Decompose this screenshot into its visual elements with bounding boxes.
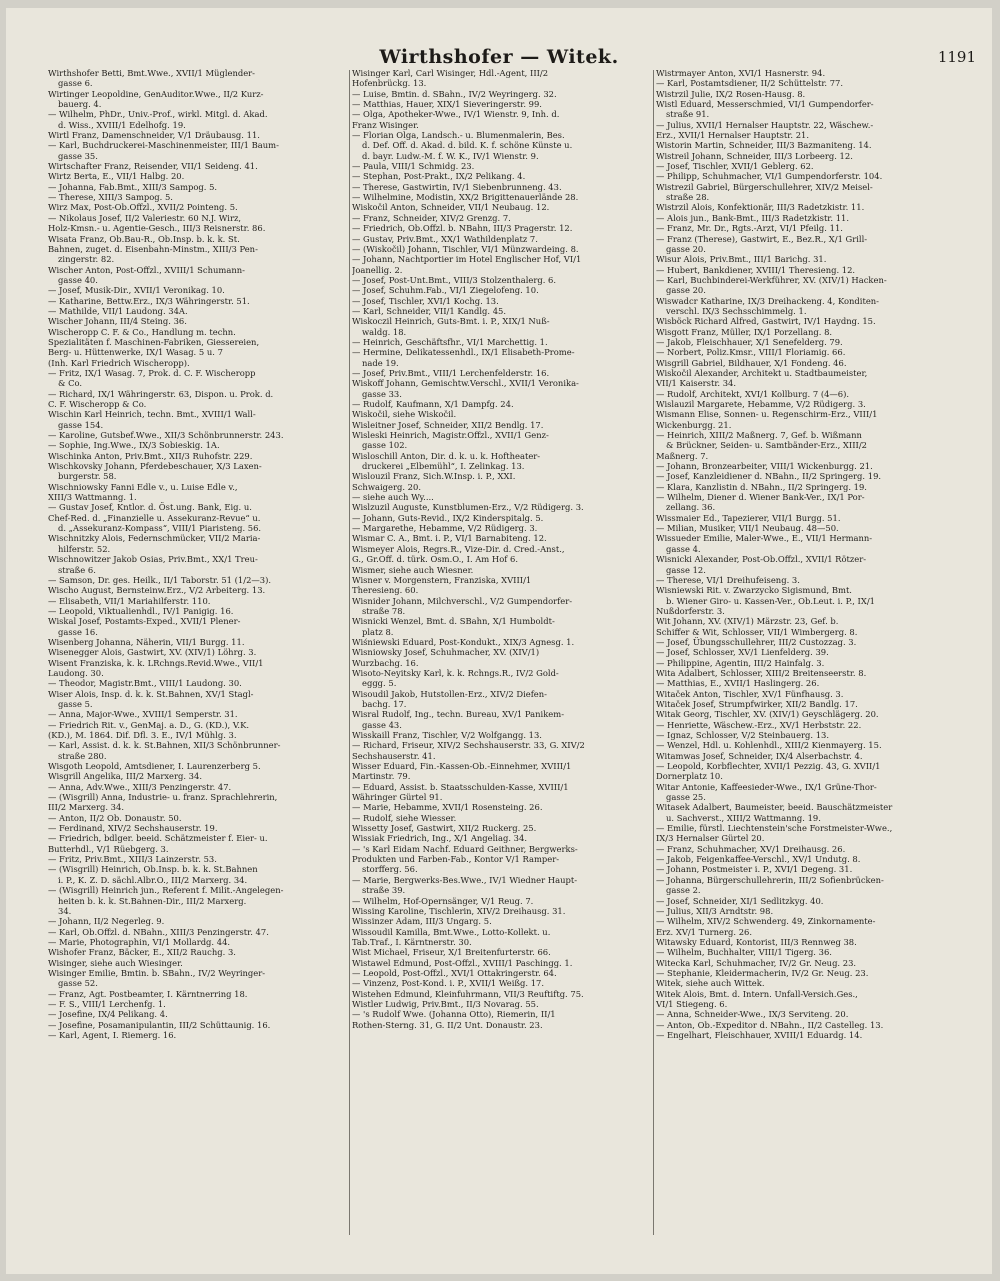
directory-entry-line: — Karl, Schneider, VII/1 Kandlg. 45.: [352, 305, 507, 316]
directory-entry-line: — (Wisgrill) Anna, Industrie- u. franz. Sprachlehrerin,: [48, 792, 278, 803]
directory-entry-line: Erz. XV/1 Turnerg. 26.: [656, 926, 753, 937]
directory-entry-line: Wismer, siehe auch Wiesner.: [352, 564, 474, 575]
directory-entry-line: — Matthias, Hauer, XIX/1 Sieveringerstr. 99.: [352, 99, 542, 110]
directory-entry-line: — Johann, Nachtportier im Hotel Englischer Hof, VI/1: [352, 254, 582, 265]
directory-entry-line: Wirtinger Leopoldine, GenAuditor.Wwe., II/2 Kurz-: [48, 88, 264, 99]
directory-entry-line: Martinstr. 79.: [352, 771, 411, 782]
entry-continuation-line: platz 8.: [362, 626, 394, 637]
directory-entry-line: — 's Karl Eidam Nachf. Eduard Geithner, Bergwerks-: [352, 843, 578, 854]
directory-entry-line: — Klara, Kanzlistin d. NBahn., II/2 Springerg. 19.: [656, 481, 867, 492]
directory-entry-line: — Nikolaus Josef, II/2 Valeriestr. 60 N.J. Wirz,: [48, 212, 242, 223]
directory-entry-line: — Anton, Ob.-Expeditor d. NBahn., II/2 Castelleg. 13.: [656, 1019, 884, 1030]
directory-entry-line: — Jakob, Fleischhauer, X/1 Senefelderg. 79.: [656, 336, 843, 347]
directory-entry-line: — Therese, Gastwirtin, IV/1 Siebenbrunneng. 43.: [352, 181, 562, 192]
entry-continuation-line: & Co.: [58, 378, 83, 389]
directory-entry-line: Wisnicki Wenzel, Bmt. d. SBahn, X/1 Humboldt-: [352, 616, 555, 627]
directory-entry-line: Wismar C. A., Bmt. i. P., VI/1 Barnabiteng. 12.: [352, 533, 547, 544]
directory-entry-line: — Wenzel, Hdl. u. Kohlenhdl., XIII/2 Kienmayerg. 15.: [656, 740, 882, 751]
directory-entry-line: — Wilhelm, PhDr., Univ.-Prof., wirkl. Mitgl. d. Akad.: [48, 109, 268, 120]
directory-entry-line: Wischnowitzer Jakob Osias, Priv.Bmt., XX/1 Treu-: [48, 554, 258, 565]
directory-entry-line: — Paula, VIII/1 Schmidg. 23.: [352, 161, 475, 172]
directory-entry-line: — Jakob, Feigenkaffee-Verschl., XV/1 Undutg. 8.: [656, 854, 861, 865]
entry-continuation-line: gasse 6.: [58, 78, 93, 89]
directory-entry-line: — Vinzenz, Post-Kond. i. P., XVII/1 Weißg. 17.: [352, 978, 545, 989]
directory-entry-line: Wisenegger Alois, Gastwirt, XV. (XIV/1) Löhrg. 3.: [48, 647, 257, 658]
entry-continuation-line: zellang. 36.: [666, 502, 716, 513]
directory-entry-line: Wischer Anton, Post-Offzl., XVIII/1 Schumann-: [48, 264, 245, 275]
directory-entry-line: Witasek Adalbert, Baumeister, beeid. Bauschätzmeister: [656, 802, 893, 813]
directory-entry-line: Wissinzer Adam, III/3 Ungarg. 5.: [352, 916, 492, 927]
entry-continuation-line: gasse 102.: [362, 440, 408, 451]
directory-entry-line: — Josefine, Posamanipulantin, III/2 Schüttaunig. 16.: [48, 1019, 271, 1030]
directory-entry-line: — Milian, Musiker, VII/1 Neubaug. 48—50.: [656, 523, 839, 534]
directory-entry-line: Wistawel Edmund, Post-Offzl., XVIII/1 Paschingg. 1.: [352, 957, 573, 968]
directory-entry-line: Wisent Franziska, k. k. LRchngs.Revid.Wwe., VII/1: [48, 657, 264, 668]
directory-entry-line: — Heinrich, Geschäftsfhr., VI/1 Marchettig. 1.: [352, 336, 548, 347]
directory-entry-line: — Richard, Friseur, XIV/2 Sechshauserstr. 33, G. XIV/2: [352, 740, 585, 751]
directory-entry-line: Bahnen, zuget. d. Eisenbahn-Minstm., XIII/3 Pen-: [48, 243, 258, 254]
directory-entry-line: Wisoudil Jakob, Hutstollen-Erz., XIV/2 Diefen-: [352, 688, 547, 699]
directory-entry-line: — Therese, XIII/3 Sampog. 5.: [48, 192, 173, 203]
directory-entry-line: Laudong. 30.: [48, 667, 104, 678]
directory-entry-line: Wickenburgg. 21.: [656, 419, 732, 430]
directory-entry-line: — Josef, Post-Unt.Bmt., VIII/3 Stolzenthalerg. 6.: [352, 274, 557, 285]
directory-entry-line: Wisnicki Alexander, Post-Ob.Offzl., XVII/1 Rötzer-: [656, 554, 867, 565]
entry-continuation-line: gasse 20.: [666, 243, 706, 254]
directory-entry-line: — (Wisgrill) Heinrich, Ob.Insp. b. k. k. St.Bahnen: [48, 864, 258, 875]
entry-continuation-line: eggg. 5.: [362, 678, 397, 689]
directory-entry-line: — Stephan, Post-Prakt., IX/2 Pelikang. 4.: [352, 171, 526, 182]
directory-entry-line: Wisleski Heinrich, Magistr.Offzl., XVII/1 Genz-: [352, 430, 549, 441]
entry-continuation-line: straße 91.: [666, 109, 710, 120]
directory-entry-line: Wischeropp C. F. & Co., Handlung m. techn.: [48, 326, 236, 337]
directory-entry-line: Witar Antonie, Kaffeesieder-Wwe., IX/1 Grüne-Thor-: [656, 781, 877, 792]
directory-entry-line: — Matthias, E., XVII/1 Haslingerg. 26.: [656, 678, 820, 689]
directory-entry-line: — Katharine, Bettw.Erz., IX/3 Währingerstr. 51.: [48, 295, 250, 306]
directory-entry-line: Sechshauserstr. 41.: [352, 750, 436, 761]
entry-continuation-line: gasse 35.: [58, 150, 98, 161]
entry-continuation-line: gasse 25.: [666, 792, 706, 803]
directory-entry-line: — Fritz, IX/1 Wasag. 7, Prok. d. C. F. Wischeropp: [48, 367, 256, 378]
entry-continuation-line: straße 39.: [362, 885, 406, 896]
directory-column-2: [352, 68, 648, 1238]
directory-entry-line: — Johann, II/2 Negerleg. 9.: [48, 916, 165, 927]
directory-entry-line: — Franz, Schneider, XIV/2 Grenzg. 7.: [352, 212, 511, 223]
directory-entry-line: Wistrmayer Anton, XVI/1 Hasnerstr. 94.: [656, 68, 826, 78]
directory-entry-line: — Friedrich Rit. v., GenMaj. a. D., G. (KD.), V.K.: [48, 719, 249, 730]
entry-continuation-line: d. „Assekuranz-Kompass“, VIII/1 Piaristeng. 56.: [58, 523, 262, 534]
entry-continuation-line: b. Wiener Giro- u. Kassen-Ver., Ob.Leut. i. P., IX/1: [666, 595, 875, 606]
directory-entry-line: — Josef, Schlosser, XV/1 Lienfelderg. 39.: [656, 647, 829, 658]
directory-entry-line: — Friedrich, Ob.Offzl. b. NBahn, III/3 Pragerstr. 12.: [352, 223, 573, 234]
directory-entry-line: — Karl, Buchbinderei-Werkführer, XV. (XIV/1) Hacken-: [656, 274, 887, 285]
entry-continuation-line: gasse 20.: [666, 285, 706, 296]
entry-continuation-line: d. Wiss., XVIII/1 Edelhofg. 19.: [58, 119, 186, 130]
directory-entry-line: — Josef, Schuhm.Fab., VI/1 Ziegelofeng. 10.: [352, 285, 539, 296]
directory-entry-line: — Wilhelmine, Modistin, XX/2 Brigittenauerlände 28.: [352, 192, 579, 203]
directory-entry-line: — Josef, Übungsschullehrer, III/2 Custozzag. 3.: [656, 636, 857, 647]
directory-entry-line: Wislzuzil Auguste, Kunstblumen-Erz., V/2 Rüdigerg. 3.: [352, 502, 584, 513]
directory-entry-line: Wisleitner Josef, Schneider, XII/2 Bendlg. 17.: [352, 419, 544, 430]
directory-entry-line: — (Wiskočil) Johann, Tischler, VI/1 Münzwardeing. 8.: [352, 243, 579, 254]
directory-entry-line: IX/3 Hernalser Gürtel 20.: [656, 833, 765, 844]
directory-entry-line: Wisgoth Leopold, Amtsdiener, I. Laurenzerberg 5.: [48, 761, 261, 772]
directory-entry-line: Spezialitäten f. Maschinen-Fabriken, Giessereien,: [48, 336, 260, 347]
entry-continuation-line: bauerg. 4.: [58, 99, 102, 110]
directory-entry-line: — Engelhart, Fleischhauer, XVIII/1 Eduardg. 14.: [656, 1029, 863, 1040]
directory-entry-line: Wissetty Josef, Gastwirt, XII/2 Ruckerg. 25.: [352, 823, 537, 834]
directory-entry-line: — Ferdinand, XIV/2 Sechshauserstr. 19.: [48, 823, 218, 834]
directory-entry-line: — Fritz, Priv.Bmt., XIII/3 Lainzerstr. 53.: [48, 854, 217, 865]
directory-entry-line: Wisniowsky Josef, Schuhmacher, XV. (XIV/1): [352, 647, 540, 658]
directory-entry-line: Wistorin Martin, Schneider, III/3 Bazmaniteng. 14.: [656, 140, 872, 151]
directory-entry-line: Wist Michael, Friseur, X/1 Breitenfurterstr. 66.: [352, 947, 551, 958]
entry-continuation-line: straße 6.: [58, 564, 96, 575]
directory-entry-line: G., Gr.Off. d. türk. Osm.O., I. Am Hof 6.: [352, 554, 519, 565]
directory-entry-line: Wirtl Franz, Damenschneider, V/1 Dräubausg. 11.: [48, 130, 260, 141]
directory-entry-line: — Eduard, Assist. b. Staatsschulden-Kasse, XVIII/1: [352, 781, 569, 792]
directory-entry-line: — Norbert, Poliz.Kmsr., VIII/1 Floriamig. 66.: [656, 347, 846, 358]
directory-entry-line: — Rudolf, siehe Wiesser.: [352, 812, 457, 823]
directory-entry-line: Wistehen Edmund, Kleinfuhrmann, VII/3 Reuftiftg. 75.: [352, 988, 584, 999]
directory-entry-line: Wismeyer Alois, Regrs.R., Vize-Dir. d. Cred.-Anst.,: [352, 543, 565, 554]
directory-entry-line: — Josef, Priv.Bmt., VIII/1 Lerchenfelderstr. 16.: [352, 367, 550, 378]
directory-entry-line: Wisinger Emilie, Bmtin. b. SBahn., IV/2 Weyringer-: [48, 967, 266, 978]
entry-continuation-line: gasse 16.: [58, 626, 98, 637]
directory-entry-line: — Gustav, Priv.Bmt., XX/1 Wathildenplatz 7.: [352, 233, 538, 244]
directory-entry-line: — Leopold, Post-Offzl., XVI/1 Ottakringerstr. 64.: [352, 967, 557, 978]
directory-entry-line: Maßnerg. 7.: [656, 450, 709, 461]
directory-entry-line: — Anna, Adv.Wwe., XIII/3 Penzingerstr. 47.: [48, 781, 232, 792]
directory-entry-line: Wirthshofer Betti, Bmt.Wwe., XVII/1 Müglender-: [48, 68, 255, 78]
directory-entry-line: — Philipp, Schuhmacher, VI/1 Gumpendorferstr. 104.: [656, 171, 883, 182]
directory-entry-line: Wisner v. Morgenstern, Franziska, XVIII/1: [352, 574, 532, 585]
directory-entry-line: — Johann, Bronzearbeiter, VIII/1 Wickenburgg. 21.: [656, 461, 873, 472]
directory-entry-line: Wistler Ludwig, Priv.Bmt., II/3 Novarag. 55.: [352, 998, 539, 1009]
directory-entry-line: Wisniewski Rit. v. Zwarzycko Sigismund, Bmt.: [656, 585, 852, 596]
directory-entry-line: Wisenberg Johanna, Näherin, VII/1 Burgg. 11.: [48, 636, 245, 647]
directory-entry-line: Witaček Josef, Strumpfwirker, XII/2 Bandlg. 17.: [656, 698, 858, 709]
entry-continuation-line: gasse 40.: [58, 274, 98, 285]
directory-entry-line: — Alois jun., Bank-Bmt., III/3 Radetzkistr. 11.: [656, 212, 850, 223]
directory-entry-line: — Therese, VI/1 Dreihufeiseng. 3.: [656, 574, 800, 585]
directory-entry-line: Witamwas Josef, Schneider, IX/4 Alserbachstr. 4.: [656, 750, 863, 761]
entry-continuation-line: bachg. 17.: [362, 698, 407, 709]
directory-entry-line: Wisoto-Neyitsky Karl, k. k. Rchngs.R., IV/2 Gold-: [352, 667, 559, 678]
directory-entry-line: Wischnitzky Alois, Federnschmücker, VII/2 Maria-: [48, 533, 261, 544]
directory-entry-line: Wit Johann, XV. (XIV/1) Märzstr. 23, Gef. b.: [656, 616, 839, 627]
directory-entry-line: — Emilie, fürstl. Liechtenstein'sche Forstmeister-Wwe.,: [656, 823, 893, 834]
directory-entry-line: Wisskaill Franz, Tischler, V/2 Wolfgangg. 13.: [352, 730, 542, 740]
directory-entry-line: Wischo August, Bernsteinw.Erz., V/2 Arbeiterg. 13.: [48, 585, 266, 596]
entry-continuation-line: gasse 2.: [666, 885, 701, 896]
directory-entry-line: — Karl, Ob.Offzl. d. NBahn., XIII/3 Penzingerstr. 47.: [48, 926, 269, 937]
directory-entry-line: Wita Adalbert, Schlosser, XIII/2 Breitenseerstr. 8.: [656, 667, 867, 678]
directory-entry-line: Wiser Alois, Insp. d. k. k. St.Bahnen, XV/1 Stagl-: [48, 688, 254, 699]
directory-entry-line: Wislauzil Margarete, Hebamme, V/2 Rüdigerg. 3.: [656, 399, 866, 409]
directory-entry-line: Wiskočil Alexander, Architekt u. Stadtbaumeister,: [656, 367, 868, 378]
directory-entry-line: — Marie, Photographin, VI/1 Mollardg. 44.: [48, 936, 231, 947]
directory-entry-line: Theresieng. 60.: [352, 585, 419, 596]
directory-entry-line: Währinger Gürtel 91.: [352, 792, 443, 803]
directory-entry-line: VI/1 Stiegeng. 6.: [656, 998, 728, 1009]
directory-entry-line: — Marie, Hebamme, XVII/1 Rosensteing. 26.: [352, 802, 543, 813]
directory-entry-line: Schwaigerg. 20.: [352, 481, 421, 492]
directory-entry-line: Witak Georg, Tischler, XV. (XIV/1) Geyschlägerg. 20.: [656, 709, 879, 720]
directory-entry-line: Wissueder Emilie, Maler-Wwe., E., VII/1 Hermann-: [656, 533, 873, 544]
entry-continuation-line: storfferg. 56.: [362, 864, 418, 875]
entry-continuation-line: d. bayr. Ludw.-M. f. W. K., IV/1 Wienstr. 9.: [362, 150, 539, 161]
directory-entry-line: — Marie, Bergwerks-Bes.Wwe., IV/1 Wiedner Haupt-: [352, 874, 578, 885]
directory-entry-line: Wisser Eduard, Fin.-Kassen-Ob.-Einnehmer, XVIII/1: [352, 761, 572, 772]
directory-entry-line: — Josef, Schneider, XI/1 Sedlitzkyg. 40.: [656, 895, 824, 906]
directory-entry-line: Wisböck Richard Alfred, Gastwirt, IV/1 Haydng. 15.: [656, 316, 876, 327]
directory-entry-line: — Wilhelm, Hof-Opernsänger, V/1 Reug. 7.: [352, 895, 534, 906]
directory-entry-line: — Julius, XVII/1 Hernalser Hauptstr. 22, Wäschew.-: [656, 119, 874, 130]
entry-continuation-line: d. Def. Off. d. Akad. d. bild. K. f. schöne Künste u.: [362, 140, 573, 151]
directory-entry-line: Wirz Max, Post-Ob.Offzl., XVII/2 Pointeng. 5.: [48, 202, 238, 213]
directory-entry-line: — Leopold, Viktualienhdl., IV/1 Panigig. 16.: [48, 605, 234, 616]
entry-continuation-line: verschl. IX/3 Sechsschimmelg. 1.: [666, 305, 807, 316]
directory-entry-line: III/2 Marxerg. 34.: [48, 802, 124, 813]
directory-entry-line: Wischinka Anton, Priv.Bmt., XII/3 Ruhofstr. 229.: [48, 450, 253, 461]
directory-entry-line: — Philippine, Agentin, III/2 Hainfalg. 3.: [656, 657, 825, 668]
directory-entry-line: Wisral Rudolf, Ing., techn. Bureau, XV/1 Panikem-: [352, 709, 565, 720]
entry-continuation-line: gasse 43.: [362, 719, 402, 730]
entry-continuation-line: & Brückner, Seiden- u. Samtbänder-Erz., XIII/2: [666, 440, 867, 451]
directory-entry-line: Wisata Franz, Ob.Bau-R., Ob.Insp. b. k. k. St.: [48, 233, 240, 244]
directory-entry-line: Wischkovsky Johann, Pferdebeschauer, X/3 Laxen-: [48, 461, 262, 472]
directory-entry-line: Wisgott Franz, Müller, IX/1 Porzellang. 8.: [656, 326, 833, 337]
directory-entry-line: — Hermine, Delikatessenhdl., IX/1 Elisabeth-Prome-: [352, 347, 575, 358]
entry-continuation-line: gasse 5.: [58, 698, 93, 709]
directory-entry-line: — Elisabeth, VII/1 Mariahilferstr. 110.: [48, 595, 211, 606]
directory-entry-line: Wiskoff Johann, Gemischtw.Verschl., XVII/1 Veronika-: [352, 378, 579, 389]
directory-entry-line: — Anton, II/2 Ob. Donaustr. 50.: [48, 812, 182, 823]
directory-entry-line: Wiskočil, siehe Wiskočil.: [352, 409, 457, 420]
directory-entry-line: Wistrezil Gabriel, Bürgerschullehrer, XIV/2 Meisel-: [656, 181, 873, 192]
directory-entry-line: — Franz (Therese), Gastwirt, E., Bez.R., X/1 Grill-: [656, 233, 868, 244]
entry-continuation-line: zingerstr. 82.: [58, 254, 115, 265]
directory-entry-line: — Theodor, Magistr.Bmt., VIII/1 Laudong. 30.: [48, 678, 242, 689]
directory-entry-line: Wischniowsky Fanni Edle v., u. Luise Edle v.,: [48, 481, 238, 492]
directory-entry-line: Wurzbachg. 16.: [352, 657, 419, 668]
entry-continuation-line: nade 19.: [362, 357, 399, 368]
directory-entry-line: — Julius, XII/3 Arndtstr. 98.: [656, 905, 774, 916]
directory-entry-line: Wissmaier Ed., Tapezierer, VII/1 Burgg. 51.: [656, 512, 841, 523]
directory-entry-line: — Mathilde, VII/1 Laudong. 34A.: [48, 305, 188, 316]
directory-entry-line: Nußdorferstr. 3.: [656, 605, 725, 616]
directory-entry-line: Wisur Alois, Priv.Bmt., III/1 Barichg. 31.: [656, 254, 827, 265]
directory-entry-line: Wiswadcr Katharine, IX/3 Dreihackeng. 4, Konditen-: [656, 295, 880, 306]
directory-entry-line: Witek Alois, Bmt. d. Intern. Unfall-Versich.Ges.,: [656, 988, 858, 999]
directory-entry-line: Witawsky Eduard, Kontorist, III/3 Rennweg 38.: [656, 936, 857, 947]
directory-entry-line: Wirtschafter Franz, Reisender, VII/1 Seideng. 41.: [48, 161, 258, 172]
directory-entry-line: — 's Rudolf Wwe. (Johanna Otto), Riemerin, II/1: [352, 1009, 556, 1020]
directory-entry-line: — Leopold, Korbflechter, XVII/1 Pezzig. 43, G. XVII/1: [656, 761, 881, 772]
directory-entry-line: Wiskočil Anton, Schneider, VII/1 Neubaug. 12.: [352, 202, 550, 213]
directory-entry-line: Schiffer & Wit, Schlosser, VII/1 Wimbergerg. 8.: [656, 626, 858, 637]
directory-entry-line: — Margarethe, Hebamme, V/2 Rüdigerg. 3.: [352, 523, 538, 534]
directory-entry-line: — Josef, Musik-Dir., XVII/1 Veronikag. 10.: [48, 285, 225, 296]
entry-continuation-line: straße 28.: [666, 192, 710, 203]
directory-entry-line: — Karoline, Gutsbef.Wwe., XII/3 Schönbrunnerstr. 243.: [48, 430, 284, 441]
directory-entry-line: Wisgrill Angelika, III/2 Marxerg. 34.: [48, 771, 203, 782]
directory-entry-line: Wissoudil Kamilla, Bmt.Wwe., Lotto-Kollekt. u.: [352, 926, 551, 937]
directory-entry-line: — Karl, Agent, I. Riemerg. 16.: [48, 1029, 177, 1040]
directory-entry-line: Wiskal Josef, Postamts-Exped., XVII/1 Plener-: [48, 616, 241, 627]
entry-continuation-line: 34.: [58, 905, 72, 916]
directory-entry-line: Wisgrill Gabriel, Bildhauer, X/1 Fondeng. 46.: [656, 357, 847, 368]
directory-entry-line: — Wilhelm, XIV/2 Schwenderg. 49, Zinkornamente-: [656, 916, 876, 927]
entry-continuation-line: gasse 12.: [666, 564, 706, 575]
directory-entry-line: — siehe auch Wy....: [352, 492, 434, 503]
directory-entry-line: Wismann Elise, Sonnen- u. Regenschirm-Erz., VIII/1: [656, 409, 878, 420]
directory-entry-line: Berg- u. Hüttenwerke, IX/1 Wasag. 5 u. 7: [48, 347, 223, 358]
directory-entry-line: Holz-Kmsn.- u. Agentie-Gesch., III/3 Reisnerstr. 86.: [48, 223, 266, 234]
directory-entry-line: — Anna, Schneider-Wwe., IX/3 Serviteng. 20.: [656, 1009, 849, 1020]
directory-entry-line: Wishofer Franz, Bäcker, E., XII/2 Rauchg. 3.: [48, 947, 236, 958]
directory-entry-line: — Wilhelm, Buchhalter, VIII/1 Tigerg. 36.: [656, 947, 832, 958]
directory-entry-line: Wischin Karl Heinrich, techn. Bmt., XVIII/1 Wall-: [48, 409, 256, 420]
directory-entry-line: — Johanna, Bürgerschullehrerin, III/2 Sofienbrücken-: [656, 874, 884, 885]
directory-entry-line: XIII/3 Wattmanng. 1.: [48, 492, 137, 503]
directory-entry-line: (Inh. Karl Friedrich Wischeropp).: [48, 357, 190, 368]
directory-entry-line: Wisnider Johann, Milchverschl., V/2 Gumpendorfer-: [352, 595, 573, 606]
entry-continuation-line: i. P., K. Z. D. sächl.Albr.O., III/2 Marxerg. 34.: [58, 874, 248, 885]
entry-continuation-line: heiten b. k. k. St.Bahnen-Dir., III/2 Marxerg.: [58, 895, 247, 906]
directory-entry-line: — Heinrich, XIII/2 Maßnerg. 7, Gef. b. Wißmann: [656, 430, 862, 441]
entry-continuation-line: straße 78.: [362, 605, 406, 616]
directory-entry-line: Produkten und Farben-Fab., Kontor V/1 Ramper-: [352, 854, 560, 865]
directory-entry-line: Wissiak Friedrich, Ing., X/1 Angeliag. 34.: [352, 833, 527, 844]
directory-entry-line: Wiśniewski Eduard, Post-Kondukt., XIX/3 Agnesg. 1.: [352, 636, 575, 647]
directory-entry-line: Joanellig. 2.: [352, 264, 403, 275]
directory-entry-line: Wischer Johann, III/4 Steing. 36.: [48, 316, 187, 327]
directory-entry-line: Dornerplatz 10.: [656, 771, 723, 782]
directory-entry-line: — (Wisgrill) Heinrich jun., Referent f. Milit.-Angelegen-: [48, 885, 284, 896]
directory-entry-line: Witek, siehe auch Wittek.: [656, 978, 765, 989]
directory-entry-line: — Wilhelm, Diener d. Wiener Bank-Ver., IX/1 Por-: [656, 492, 865, 503]
directory-entry-line: — Karl, Buchdruckerei-Maschinenmeister, III/1 Baum-: [48, 140, 279, 151]
entry-continuation-line: waldg. 18.: [362, 326, 407, 337]
directory-entry-line: — Anna, Major-Wwe., XVIII/1 Semperstr. 31.: [48, 709, 238, 720]
directory-entry-line: — Johanna, Fab.Bmt., XIII/3 Sampog. 5.: [48, 181, 218, 192]
entry-continuation-line: hilferstr. 52.: [58, 543, 111, 554]
directory-entry-line: — Friedrich, bdlger. beeid. Schätzmeister f. Eier- u.: [48, 833, 268, 844]
directory-entry-line: — Luise, Bmtin. d. SBahn., IV/2 Weyringerg. 32.: [352, 88, 557, 99]
directory-entry-line: Wisloschill Anton, Dir. d. k. u. k. Hoftheater-: [352, 450, 541, 461]
directory-entry-line: Wistreil Johann, Schneider, III/3 Lorbeerg. 12.: [656, 150, 853, 161]
directory-entry-line: — Rudolf, Architekt, XVI/1 Kollburg. 7 (4—6).: [656, 388, 850, 399]
directory-entry-line: — Josef, Tischler, XVI/1 Kochg. 13.: [352, 295, 499, 306]
directory-entry-line: Wisinger, siehe auch Wiesinger.: [48, 957, 183, 968]
directory-column-1: [48, 68, 344, 1238]
directory-entry-line: — Hubert, Bankdiener, XVIII/1 Theresieng. 12.: [656, 264, 856, 275]
directory-entry-line: — Franz, Agt. Postbeamter, I. Kärntnerring 18.: [48, 988, 248, 999]
entry-continuation-line: gasse 154.: [58, 419, 104, 430]
directory-entry-line: — Stephanie, Kleidermacherin, IV/2 Gr. Neug. 23.: [656, 967, 869, 978]
entry-continuation-line: straße 280.: [58, 750, 107, 761]
entry-continuation-line: druckerei „Elbemühl“, I. Zelinkag. 13.: [362, 461, 525, 472]
directory-entry-line: Tab.Traf., I. Kärntnerstr. 30.: [352, 936, 472, 947]
directory-entry-line: Wistrzil Alois, Konfektionär, III/3 Radetzkistr. 11.: [656, 202, 865, 213]
directory-entry-line: — Samson, Dr. ges. Heilk., II/1 Taborstr. 51 (1/2—3).: [48, 574, 272, 585]
entry-continuation-line: gasse 52.: [58, 978, 98, 989]
entry-continuation-line: gasse 4.: [666, 543, 701, 554]
directory-entry-line: Wirtz Berta, E., VII/1 Halbg. 20.: [48, 171, 185, 182]
directory-entry-line: VII/1 Kaiserstr. 34.: [656, 378, 737, 389]
directory-entry-line: — Ignaz, Schlosser, V/2 Steinbauerg. 13.: [656, 730, 830, 740]
directory-entry-line: — Josef, Kanzleidiener d. NBahn., II/2 Springerg. 19.: [656, 471, 882, 482]
directory-columns: [48, 68, 974, 1238]
directory-entry-line: — Franz, Schuhmacher, XV/1 Dreihausg. 26.: [656, 843, 846, 854]
directory-entry-line: — F. S., VIII/1 Lerchenfg. 1.: [48, 998, 166, 1009]
directory-entry-line: Wistrzil Julie, IX/2 Rosen-Hausg. 8.: [656, 88, 806, 99]
directory-entry-line: Rothen-Sterng. 31, G. II/2 Unt. Donaustr. 23.: [352, 1019, 543, 1030]
directory-entry-line: Wistl Eduard, Messerschmied, VI/1 Gumpendorfer-: [656, 99, 874, 110]
directory-entry-line: — Johann, Guts-Revid., IX/2 Kinderspitalg. 5.: [352, 512, 544, 523]
entry-continuation-line: burgerstr. 58.: [58, 471, 117, 482]
directory-column-3: [656, 68, 952, 1238]
directory-entry-line: (KD.), M. 1864. Dif. Dfl. 3. E., IV/1 Mühlg. 3.: [48, 730, 237, 740]
directory-entry-line: — Olga, Apotheker-Wwe., IV/1 Wienstr. 9, Inh. d.: [352, 109, 560, 120]
directory-entry-line: Hofenbrückg. 13.: [352, 78, 427, 89]
directory-entry-line: — Josef, Tischler, XVII/1 Geblerg. 62.: [656, 161, 814, 172]
entry-continuation-line: u. Sachverst., XIII/2 Wattmanng. 19.: [666, 812, 821, 823]
directory-entry-line: — Josefine, IX/4 Pelikang. 4.: [48, 1009, 168, 1020]
directory-entry-line: — Karl, Postamtsdiener, II/2 Schüttelstr. 77.: [656, 78, 844, 89]
directory-entry-line: — Johann, Postmeister i. P., XVI/1 Degeng. 31.: [656, 864, 853, 875]
directory-entry-line: Franz Wisinger.: [352, 119, 419, 130]
directory-entry-line: — Karl, Assist. d. k. k. St.Bahnen, XII/3 Schönbrunner-: [48, 740, 281, 751]
directory-entry-line: Witaček Anton, Tischler, XV/1 Fünfhausg. 3.: [656, 688, 844, 699]
directory-entry-line: — Franz, Mr. Dr., Rgts.-Arzt, VI/1 Pfeilg. 11.: [656, 223, 843, 234]
directory-entry-line: — Rudolf, Kaufmann, X/1 Dampfg. 24.: [352, 399, 514, 409]
running-title: Wirthshofer — Witek.: [379, 46, 619, 68]
directory-entry-line: C. F. Wischeropp & Co.: [48, 399, 147, 409]
directory-entry-line: Wisinger Karl, Carl Wisinger, Hdl.-Agent, III/2: [352, 68, 549, 78]
directory-entry-line: Butterhdl., V/1 Rüebgerg. 3.: [48, 843, 169, 854]
directory-entry-line: Chef-Red. d. „Finanzielle u. Assekuranz-Revue“ u.: [48, 512, 261, 523]
directory-entry-line: — Sophie, Ing.Wwe., IX/3 Sobieskig. 1A.: [48, 440, 220, 451]
directory-entry-line: Wiskoczil Heinrich, Guts-Bmt. i. P., XIX/1 Nuß-: [352, 316, 550, 327]
directory-entry-line: Erz., XVII/1 Hernalser Hauptstr. 21.: [656, 130, 810, 141]
directory-entry-line: — Gustav Josef, Kntlor. d. Öst.ung. Bank, Eig. u.: [48, 502, 252, 513]
directory-entry-line: Wislouzil Franz, Sich.W.Insp. i. P., XXI.: [352, 471, 516, 482]
directory-entry-line: Wissing Karoline, Tischlerin, XIV/2 Dreihausg. 31.: [352, 905, 566, 916]
directory-entry-line: Witecka Karl, Schuhmacher, IV/2 Gr. Neug. 23.: [656, 957, 857, 968]
directory-entry-line: — Richard, IX/1 Währingerstr. 63, Dispon. u. Prok. d.: [48, 388, 274, 399]
directory-entry-line: — Henriette, Wäschew.-Erz., XV/1 Herbststr. 22.: [656, 719, 862, 730]
directory-entry-line: — Florian Olga, Landsch.- u. Blumenmalerin, Bes.: [352, 130, 565, 141]
page-number: 1191: [937, 48, 976, 66]
entry-continuation-line: gasse 33.: [362, 388, 402, 399]
